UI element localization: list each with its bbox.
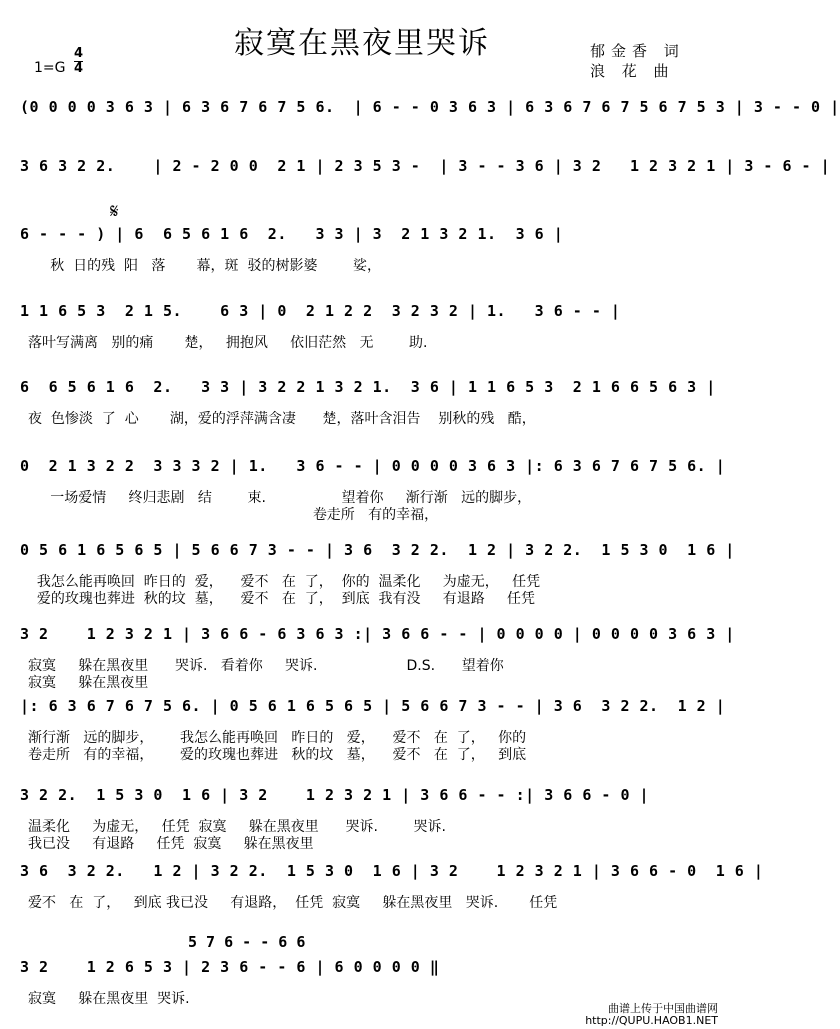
lyric-row: 寂寞 躲在黑夜里 哭诉. [28,991,190,1007]
notation-row: 3 6 3 2 2. | 2 - 2 0 0 2 1 | 2 3 5 3 - | 3 - - 3 6 | 3 2 1 2 3 2 1 | 3 - 6 - | [20,157,831,175]
lyric-row: 渐行渐 远的脚步， 我怎么能再唤回 昨日的 爱， 爱不 在 了， 你的 [28,730,527,746]
notation-row: 3 2 1 2 6 5 3 | 2 3 6 - - 6 | 6 0 0 0 0 ‖ [20,958,440,976]
lyric-row: 夜 色惨淡 了 心 湖，爱的浮萍满含凄 楚，落叶含泪告 别秋的残 酷， [28,411,536,427]
lyric-row: 爱不 在 了， 到底 我已没 有退路， 任凭 寂寞 躲在黑夜里 哭诉. 任凭 [28,895,558,911]
lyric-row: 落叶写满离 别的痛 楚， 拥抱风 依旧茫然 无 助. [28,335,428,351]
lyric-row: 我怎么能再唤回 昨日的 爱， 爱不 在 了， 你的 温柔化 为虚无， 任凭 [28,574,541,590]
time-sig-bottom: 4 [74,61,84,76]
key-signature: 1=G [34,60,66,76]
notation-row: 6 6 5 6 1 6 2. 3 3 | 3 2 2 1 3 2 1. 3 6 | 1 1 6 5 3 2 1 6 6 5 6 3 | [20,378,716,396]
notation-row: 0 2 1 3 2 2 3 3 3 2 | 1. 3 6 - - | 0 0 0 0 3 6 3 |: 6 3 6 7 6 7 5 6. | [20,457,726,475]
lyric-row: 卷走所 有的幸福， [28,507,439,523]
lyric-row: 温柔化 为虚无， 任凭 寂寞 躲在黑夜里 哭诉. 哭诉. [28,819,446,835]
notation-row: 3 2 2. 1 5 3 0 1 6 | 3 2 1 2 3 2 1 | 3 6 6 - - :| 3 6 6 - 0 | [20,786,650,804]
time-signature [74,47,83,76]
segno-sign: 𝄋 [110,199,119,223]
lyric-row: 寂寞 躲在黑夜里 哭诉. 看着你 哭诉. D.S. 望着你 [28,658,504,674]
notation-row: 0 5 6 1 6 5 6 5 | 5 6 6 7 3 - - | 3 6 3 2 2. 1 2 | 3 2 2. 1 5 3 0 1 6 | [20,541,735,559]
lyric-row: 卷走所 有的幸福， 爱的玫瑰也葬进 秋的坟 墓， 爱不 在 了， 到底 [28,747,527,763]
lyric-row: 我已没 有退路 任凭 寂寞 躲在黑夜里 [28,836,314,852]
score-title: 寂寞在黑夜里哭诉 [234,26,490,61]
lyric-row: 寂寞 躲在黑夜里 [28,675,149,691]
lyric-row: 秋 日的残 阳 落 幕，斑 驳的树影婆 娑， [28,258,382,274]
lyric-row: 一场爱情 终归悲剧 结 束. 望着你 渐行渐 远的脚步， [28,490,532,506]
lyricist-credit: 郁金香 词 [590,42,685,60]
source-footer [585,1003,718,1027]
composer-credit: 浪 花 曲 [590,62,675,80]
notation-row: (0 0 0 0 3 6 3 | 6 3 6 7 6 7 5 6. | 6 - - 0 3 6 3 | 6 3 6 7 6 7 5 6 7 5 3 | 3 - - 0 | [20,98,840,116]
time-sig-top: 4 [74,46,84,61]
footer-url: http://QUPU.HAOB1.NET [585,1014,718,1027]
lyric-row: 爱的玫瑰也葬进 秋的坟 墓， 爱不 在 了， 到底 我有没 有退路 任凭 [28,591,536,607]
notation-row: 3 2 1 2 3 2 1 | 3 6 6 - 6 3 6 3 :| 3 6 6 - - | 0 0 0 0 | 0 0 0 0 3 6 3 | [20,625,735,643]
notation-row: 1 1 6 5 3 2 1 5. 6 3 | 0 2 1 2 2 3 2 3 2 | 1. 3 6 - - | [20,302,621,320]
notation-row: 3 6 3 2 2. 1 2 | 3 2 2. 1 5 3 0 1 6 | 3 2 1 2 3 2 1 | 3 6 6 - 0 1 6 | [20,862,764,880]
upper-voice: 5 7 6 - - 6 6 [188,933,306,951]
footer-line1: 曲谱上传于中国曲谱网 [608,1002,718,1015]
notation-row: |: 6 3 6 7 6 7 5 6. | 0 5 6 1 6 5 6 5 | 5 6 6 7 3 - - | 3 6 3 2 2. 1 2 | [20,697,726,715]
notation-row: 6 - - - ) | 6 6 5 6 1 6 2. 3 3 | 3 2 1 3 2 1. 3 6 | [20,225,564,243]
